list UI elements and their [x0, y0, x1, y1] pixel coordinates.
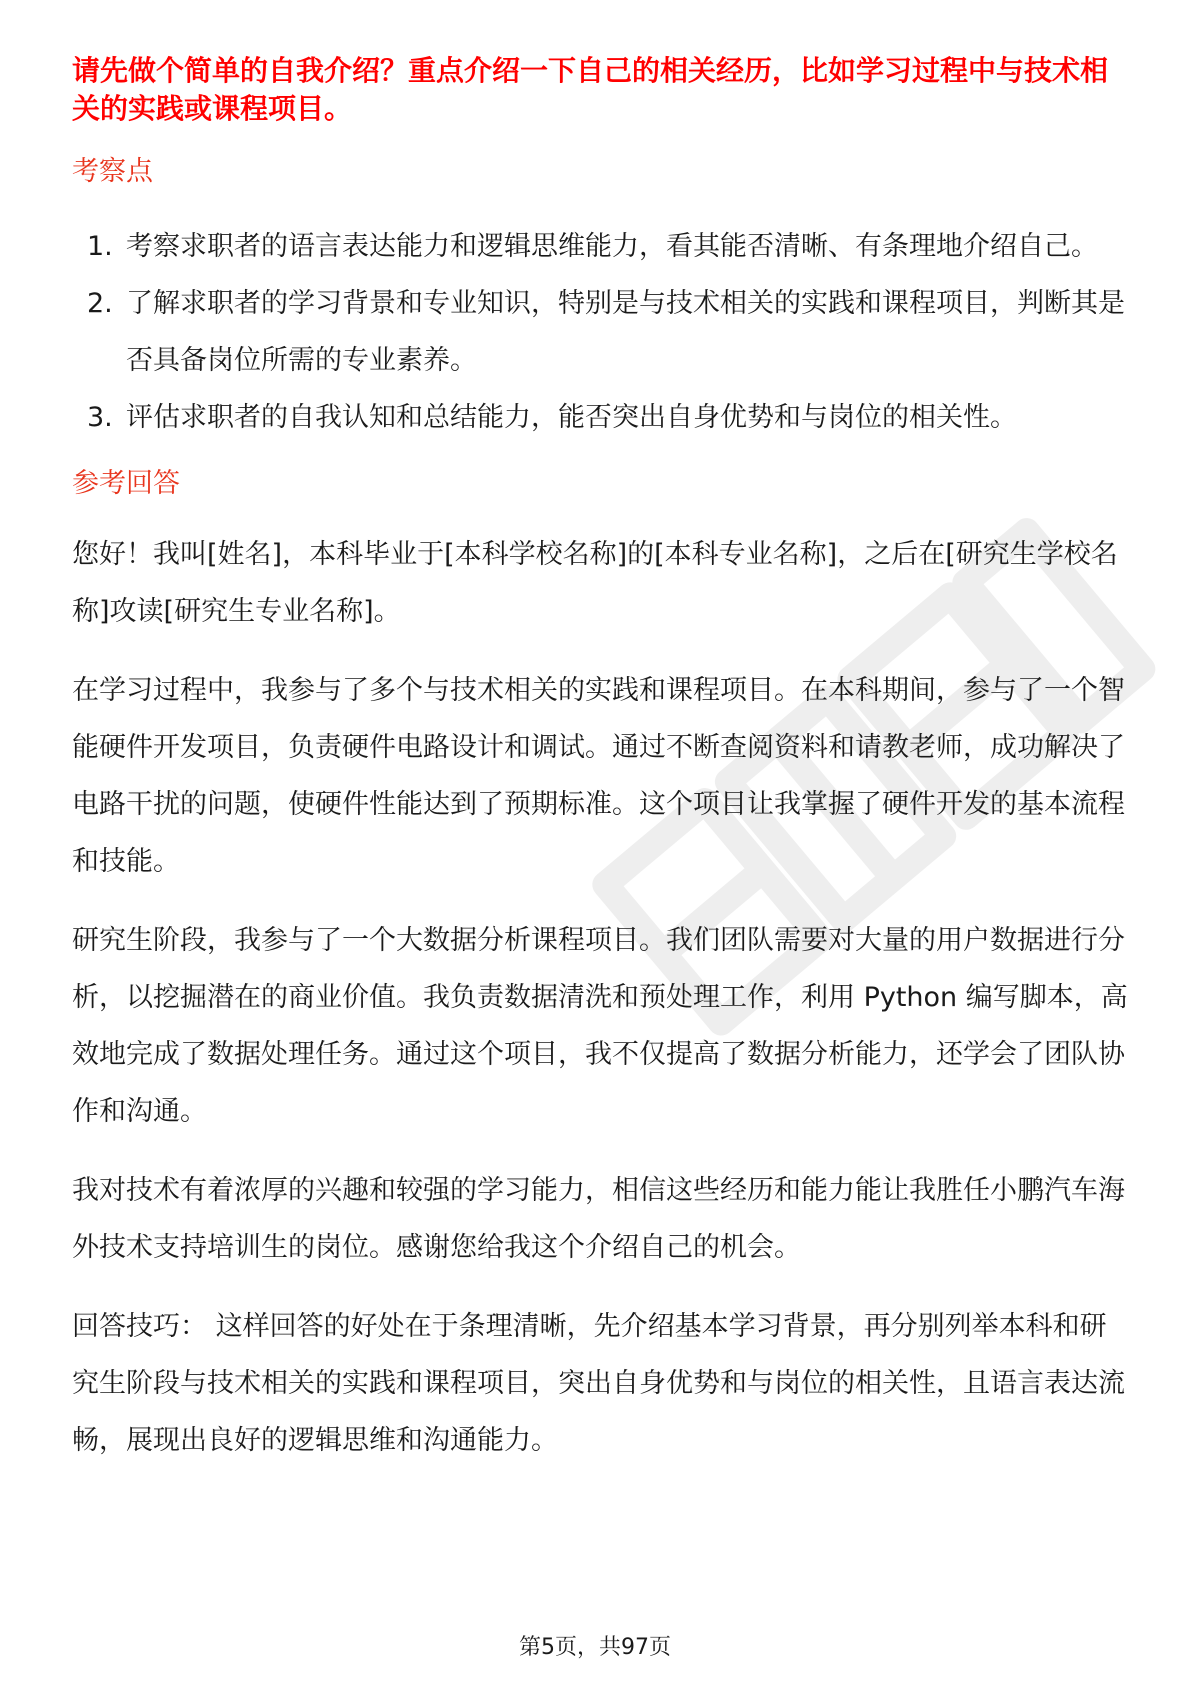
page-number-footer: 第5页，共97页	[519, 1635, 671, 1660]
points-section-title: 考察点	[72, 156, 153, 187]
list-item	[72, 389, 1132, 446]
list-item-text: 考察求职者的语言表达能力和逻辑思维能力，看其能否清晰、有条理地介绍自己。	[126, 231, 1098, 262]
list-item-number: 3.	[87, 402, 113, 433]
answer-paragraph: 您好！我叫[姓名]，本科毕业于[本科学校名称]的[本科专业名称]，之后在[研究生学校名称]攻读[研究生专业名称]。	[72, 539, 1118, 627]
answer-section-title: 参考回答	[72, 468, 180, 499]
answer-paragraph: 我对技术有着浓厚的兴趣和较强的学习能力，相信这些经历和能力能让我胜任小鹏汽车海外技术支持培训生的岗位。感谢您给我这个介绍自己的机会。	[72, 1175, 1125, 1263]
list-item-text: 评估求职者的自我认知和总结能力，能否突出自身优势和与岗位的相关性。	[126, 402, 1017, 433]
list-item	[72, 218, 1132, 275]
answer-paragraph: 研究生阶段，我参与了一个大数据分析课程项目。我们团队需要对大量的用户数据进行分析，以挖掘潜在的商业价值。我负责数据清洗和预处理工作，利用 Python 编写脚本，高效地完成了数据处理任务。通过这个项目，我不仅提高了数据分析能力，还学会了团队协作和沟通。	[72, 925, 1128, 1127]
answer-tips-paragraph: 回答技巧： 这样回答的好处在于条理清晰，先介绍基本学习背景，再分别列举本科和研究生阶段与技术相关的实践和课程项目，突出自身优势和与岗位的相关性，且语言表达流畅，展现出良好的逻辑思维和沟通能力。	[72, 1311, 1125, 1456]
interview-question: 请先做个简单的自我介绍？重点介绍一下自己的相关经历，比如学习过程中与技术相关的实践或课程项目。	[72, 54, 1109, 125]
points-list	[72, 218, 1132, 446]
list-item-number: 1.	[87, 231, 113, 262]
list-item	[72, 275, 1132, 389]
list-item-text: 了解求职者的学习背景和专业知识，特别是与技术相关的实践和课程项目，判断其是否具备岗位所需的专业素养。	[126, 288, 1125, 376]
answer-paragraph: 在学习过程中，我参与了多个与技术相关的实践和课程项目。在本科期间，参与了一个智能硬件开发项目，负责硬件电路设计和调试。通过不断查阅资料和请教老师，成功解决了电路干扰的问题，使硬件性能达到了预期标准。这个项目让我掌握了硬件开发的基本流程和技能。	[72, 675, 1125, 877]
list-item-number: 2.	[87, 288, 113, 319]
document-page	[72, 52, 1132, 1469]
